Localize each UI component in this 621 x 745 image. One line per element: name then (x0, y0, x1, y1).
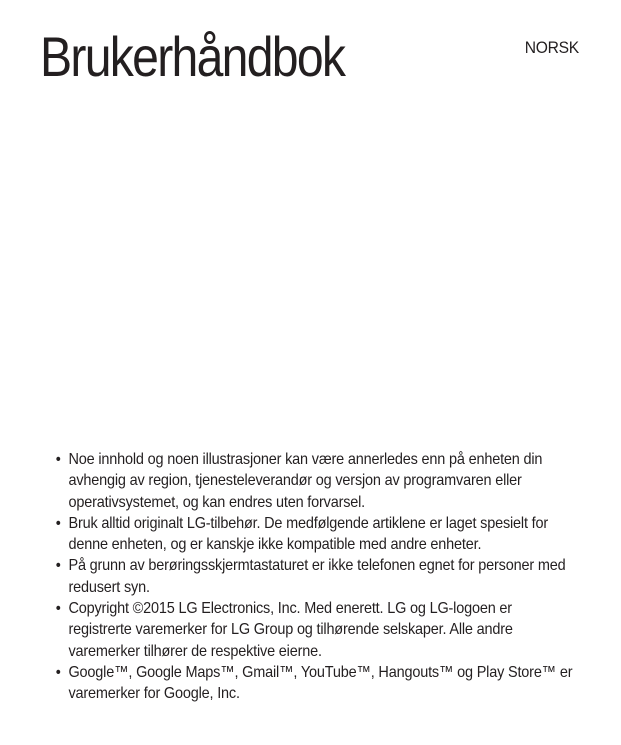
list-item (54, 555, 579, 598)
list-item-text: Noe innhold og noen illustrasjoner kan være annerledes enn på enheten din avhengig av region, tjenesteleverandør og versjon av programvaren eller operativsystemet, og kan endres uten forvarsel. (68, 451, 543, 511)
list-item-text: Google™, Google Maps™, Gmail™, YouTube™, Hangouts™ og Play Store™ er varemerker for Google, Inc. (68, 663, 573, 703)
disclaimer-list (54, 449, 579, 705)
list-item-text: Bruk alltid originalt LG-tilbehør. De medfølgende artiklene er laget spesielt for denne enheten, og er kanskje ikke kompatible med andre enheter. (68, 514, 548, 554)
document-title: Brukerhåndbok (40, 25, 345, 88)
bullet-icon: • (55, 663, 61, 681)
language-label: NORSK (524, 38, 579, 57)
bullet-icon: • (55, 557, 61, 575)
list-item (54, 449, 579, 513)
list-item-text: Copyright ©2015 LG Electronics, Inc. Med enerett. LG og LG-logoen er registrerte varemerker for LG Group og tilhørende selskaper. Alle andre varemerker tilhører de respektive eierne. (68, 600, 513, 660)
bullet-icon: • (55, 451, 61, 468)
bullet-icon: • (55, 514, 61, 532)
list-item-text: På grunn av berøringsskjermtastaturet er ikke telefonen egnet for personer med redusert syn. (68, 557, 566, 596)
list-item (54, 598, 579, 662)
list-item (54, 513, 579, 556)
bullet-icon: • (55, 600, 61, 618)
list-item (54, 662, 579, 705)
